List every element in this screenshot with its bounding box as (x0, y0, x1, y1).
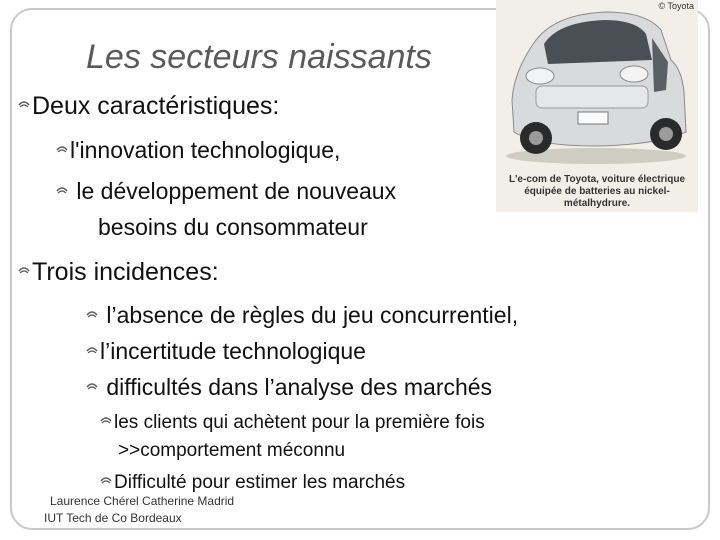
bullet-clients (100, 412, 485, 434)
bullet-deux-caracteristiques (18, 92, 279, 121)
bullet-icon (100, 476, 112, 486)
bullet-icon (56, 145, 68, 155)
bullet-text: le développement de nouveaux (70, 178, 397, 204)
photo-caption: L'e-com de Toyota, voiture électrique équipée de batteries au nickel-métalhydrure. (508, 174, 686, 209)
bullet-text: les clients qui achètent pour la première fois (114, 412, 485, 433)
bullet-text: l'innovation technologique, (70, 137, 341, 163)
car-illustration (496, 0, 698, 170)
bullet-developpement (56, 178, 396, 205)
copyright-label: © Toyota (658, 1, 694, 11)
bullet-text: Trois incidences: (32, 258, 219, 286)
bullet-text: l’incertitude technologique (100, 338, 366, 364)
bullet-text: Difficulté pour estimer les marchés (114, 472, 406, 493)
bullet-text: Deux caractéristiques: (32, 92, 280, 120)
bullet-innovation (56, 137, 340, 164)
footer-authors: Laurence Chérel Catherine Madrid (50, 494, 235, 508)
bullet-icon (18, 100, 30, 110)
bullet-text: l’absence de règles du jeu concurrentiel, (100, 302, 519, 328)
bullet-icon (86, 346, 98, 356)
bullet-incertitude (86, 338, 366, 365)
bullet-icon (86, 382, 98, 392)
bullet-text: difficultés dans l’analyse des marchés (100, 374, 493, 400)
bullet-absence-regles (86, 302, 518, 329)
slide-title: Les secteurs naissants (86, 38, 432, 76)
bullet-icon (86, 310, 98, 320)
bullet-developpement-cont: besoins du consommateur (98, 214, 368, 240)
car-photo (496, 0, 698, 212)
bullet-icon (56, 186, 68, 196)
bullet-trois-incidences (18, 258, 219, 287)
bullet-clients-cont: >>comportement méconnu (118, 440, 346, 461)
bullet-difficultes (86, 374, 492, 401)
bullet-icon (100, 416, 112, 426)
bullet-icon (18, 266, 30, 276)
bullet-difficulte-estimer (100, 472, 405, 494)
footer-institution: IUT Tech de Co Bordeaux (44, 511, 182, 525)
